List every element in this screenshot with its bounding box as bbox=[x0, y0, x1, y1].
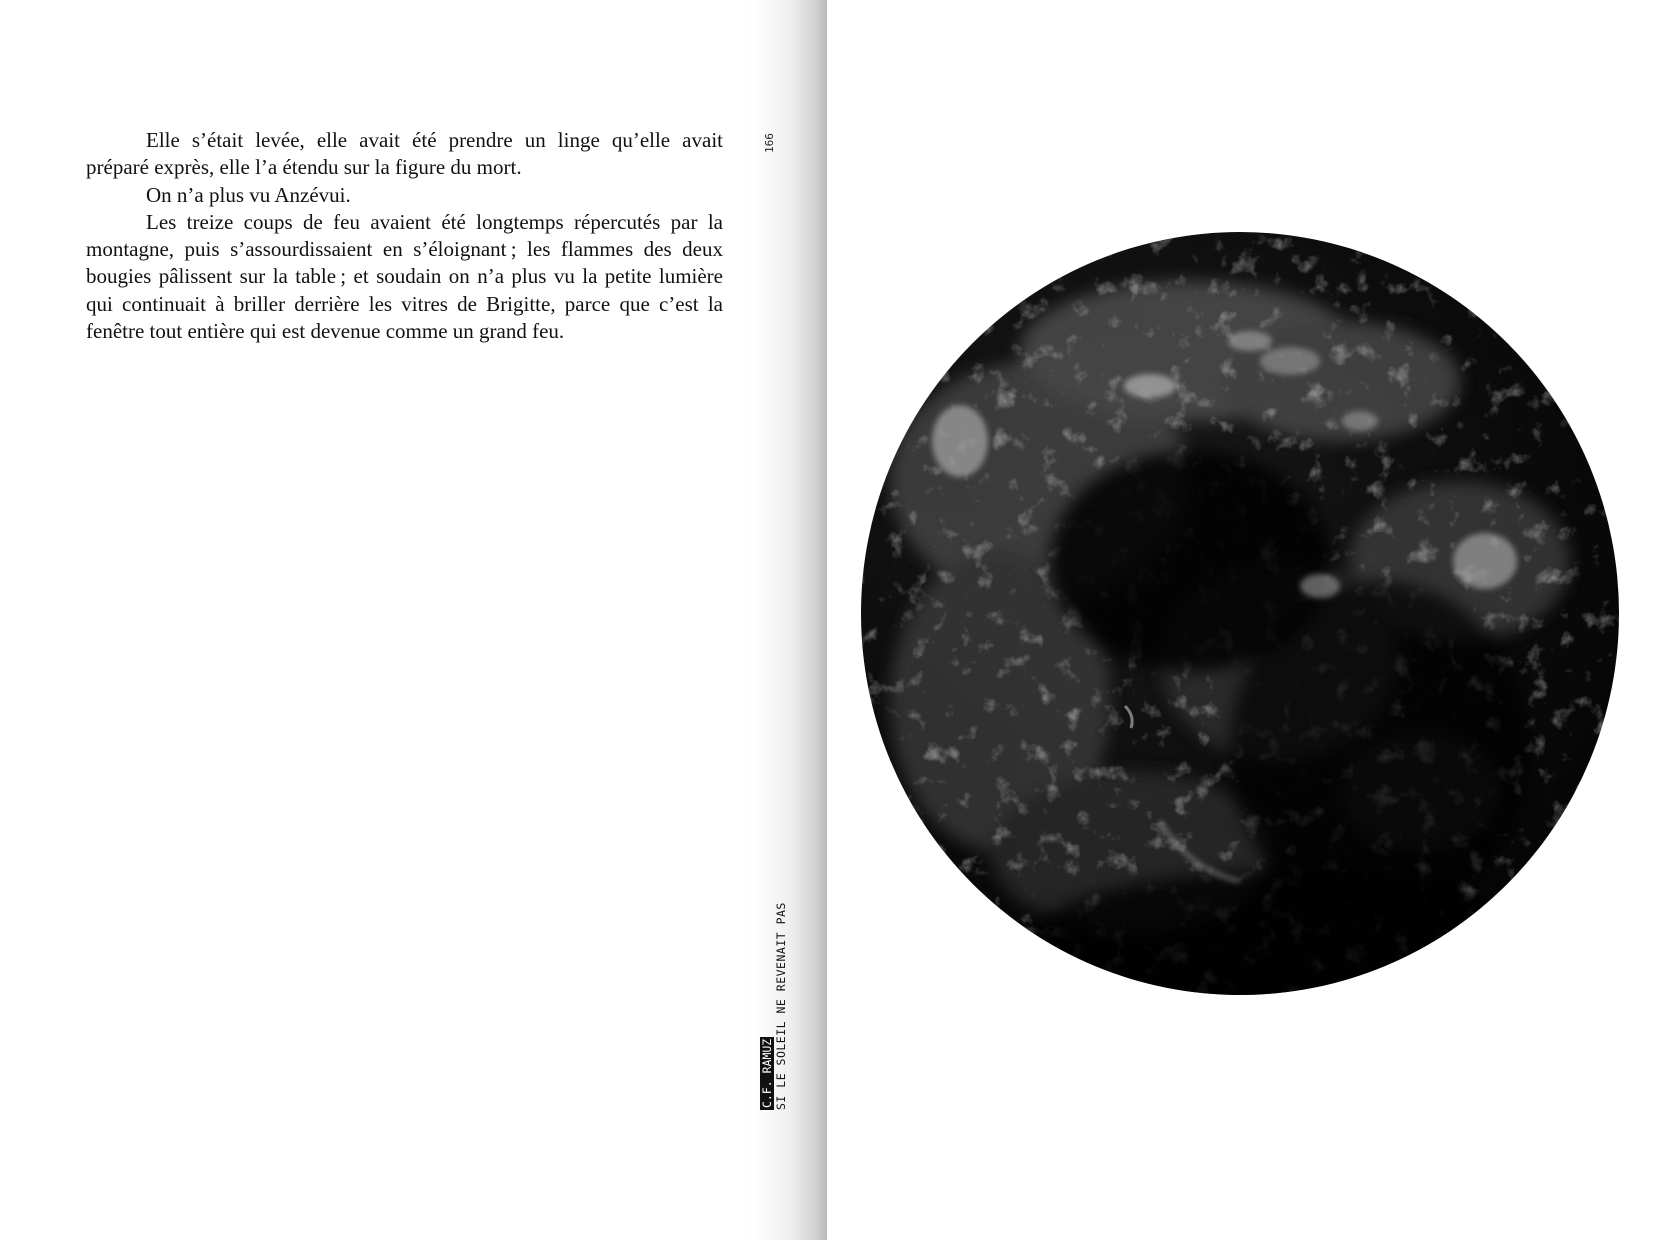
body-text bbox=[86, 127, 723, 345]
book-title: SI LE SOLEIL NE REVENAIT PAS bbox=[774, 902, 788, 1110]
author-name bbox=[760, 895, 774, 1110]
moon-illustration bbox=[860, 231, 1620, 996]
running-head bbox=[760, 895, 796, 1110]
page-number-text: 166 bbox=[763, 133, 776, 153]
left-page bbox=[0, 0, 750, 1240]
paragraph: Les treize coups de feu avaient été longtemps répercutés par la montagne, puis s’assourdissaient en s’éloignant ; les flammes des deux bougies pâlissent sur la table ; et soudain on n’a plus vu la petite lumière qui continuait à briller derrière les vitres de Brigitte, parce que c’est la fenêtre tout entière qui est devenue comme un grand feu. bbox=[86, 209, 723, 344]
author-name-text: C.F. RAMUZ bbox=[760, 1038, 774, 1108]
page-number bbox=[761, 127, 785, 157]
paragraph: Elle s’était levée, elle avait été prendre un linge qu’elle avait préparé exprès, elle l’a étendu sur la figure du mort. bbox=[86, 128, 723, 180]
paragraph: On n’a plus vu Anzévui. bbox=[146, 182, 351, 207]
